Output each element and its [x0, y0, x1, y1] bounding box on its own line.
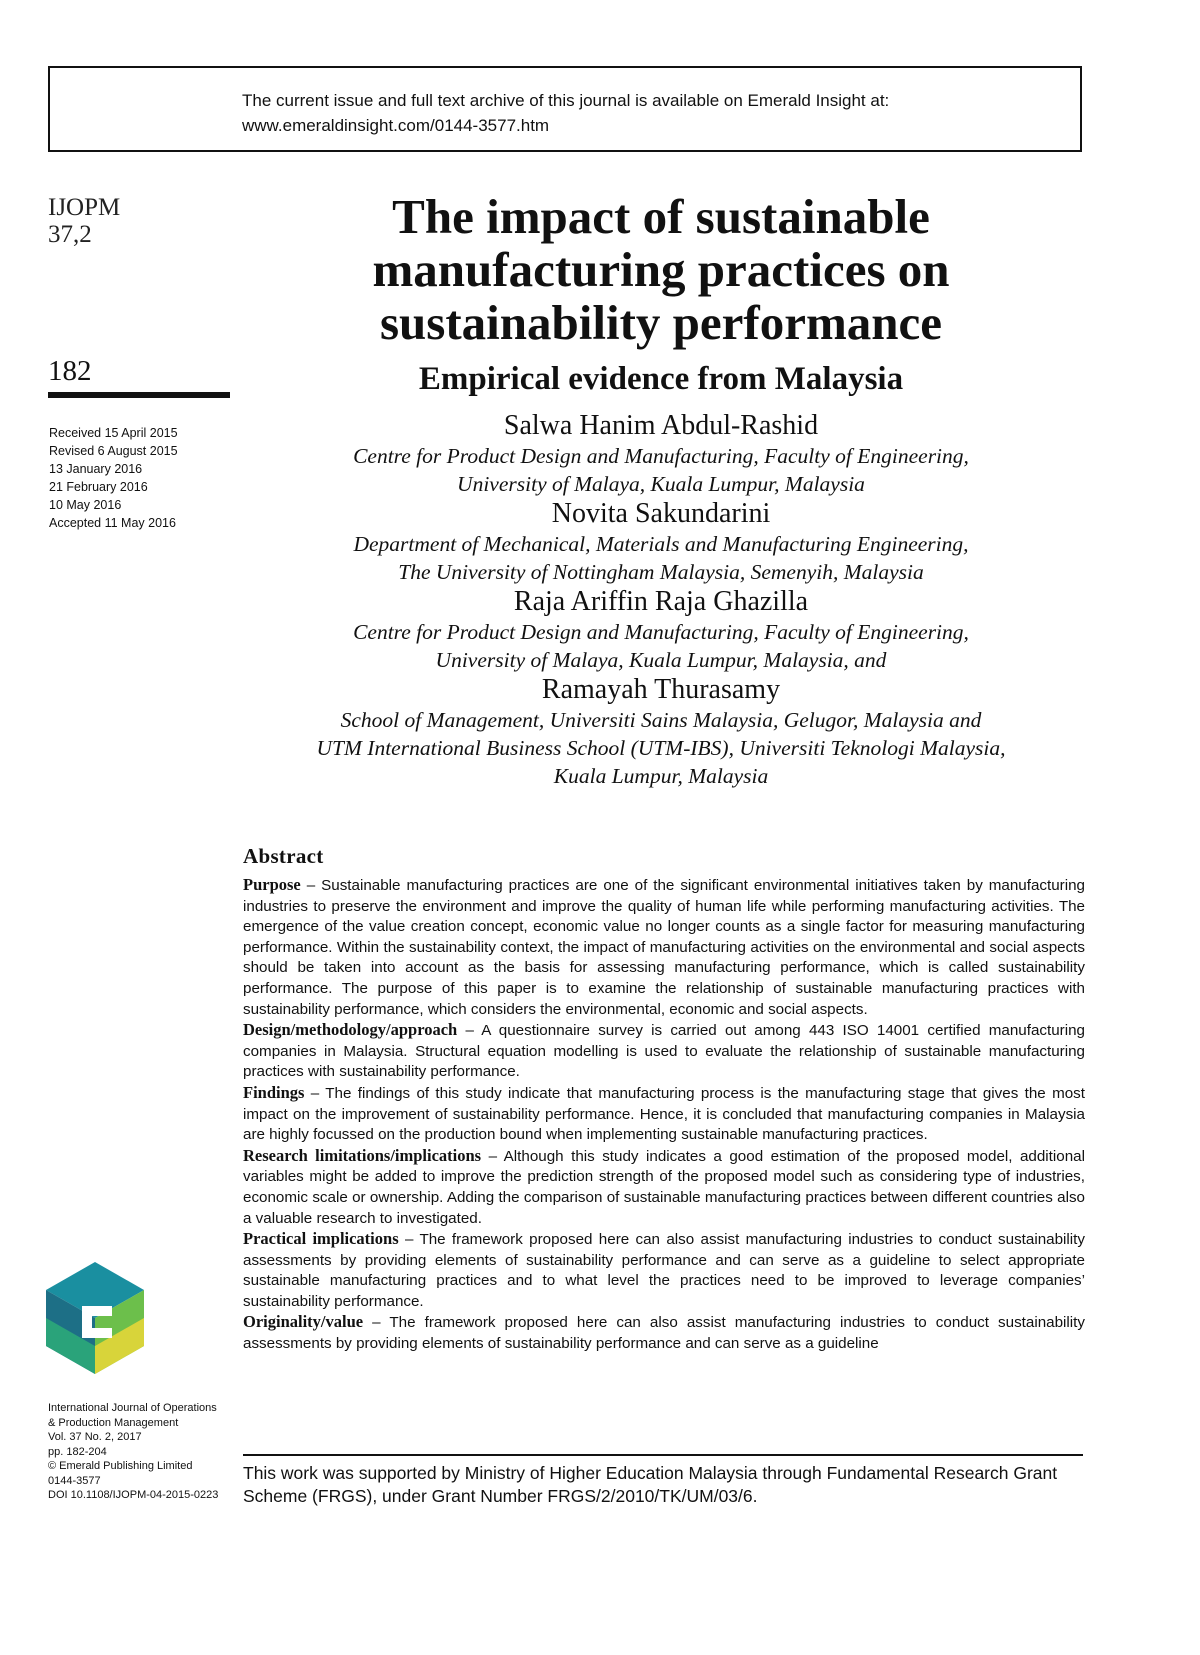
history-line: Received 15 April 2015 [49, 426, 178, 440]
author-entry [240, 674, 1082, 790]
history-line: 21 February 2016 [49, 480, 148, 494]
abstract-section-purpose [243, 875, 1085, 1020]
abstract-text: – Although this study indicates a good estimation of the proposed model, additional variables might be added to improve the prediction strength of the proposed model such as considering type of industries, economic scale or ownership. Adding the comparison of sustainable manufacturing practices between different countries also a valuable research to investigated. [243, 1147, 1085, 1227]
affiliation-line: The University of Nottingham Malaysia, Semenyih, Malaysia [398, 560, 924, 584]
history-line: Accepted 11 May 2016 [49, 516, 176, 530]
abstract-section-practical [243, 1229, 1085, 1312]
pubinfo-line: Vol. 37 No. 2, 2017 [48, 1431, 142, 1443]
affiliation-line: University of Malaya, Kuala Lumpur, Malaysia, and [435, 648, 887, 672]
footnote-rule [243, 1454, 1083, 1456]
abstract-label: Practical implications [243, 1229, 399, 1249]
title-line: manufacturing practices on [372, 242, 950, 297]
funding-footnote: This work was supported by Ministry of Higher Education Malaysia through Fundamental Research Grant Scheme (FRGS), under Grant Number FRGS/2/2010/TK/UM/03/6. [243, 1463, 1058, 1506]
title-block [240, 190, 1082, 399]
abstract-section-originality [243, 1312, 1085, 1354]
abstract-text: – The framework proposed here can also assist manufacturing industries to conduct sustainability assessments by providing elements of sustainability performance and can serve as a guideline [243, 1314, 1085, 1353]
doi-link[interactable]: DOI 10.1108/IJOPM-04-2015-0223 [48, 1489, 219, 1501]
abstract-section-design [243, 1020, 1085, 1083]
author-name: Raja Ariffin Raja Ghazilla [513, 586, 809, 617]
affiliation-line: University of Malaya, Kuala Lumpur, Malaysia [457, 472, 865, 496]
title-line: The impact of sustainable [392, 189, 930, 244]
abstract [243, 844, 1085, 1355]
journal-code [48, 194, 120, 248]
pubinfo-line: & Production Management [48, 1416, 179, 1429]
abstract-label: Research limitations/implications [243, 1145, 482, 1165]
title-line: sustainability performance [379, 295, 943, 350]
author-entry [240, 410, 1082, 498]
banner-text [242, 88, 889, 138]
history-line: Revised 6 August 2015 [49, 444, 178, 458]
affiliation-line: Centre for Product Design and Manufacturing, Faculty of Engineering, [353, 444, 969, 468]
abstract-label: Findings [243, 1082, 305, 1102]
author-entry [240, 498, 1082, 586]
author-affiliation [240, 706, 1082, 790]
affiliation-line: Centre for Product Design and Manufacturing, Faculty of Engineering, [353, 620, 969, 644]
banner-url-link[interactable]: www.emeraldinsight.com/0144-3577.htm [242, 116, 550, 135]
author-affiliation [240, 618, 1082, 674]
abstract-section-limitations [243, 1146, 1085, 1229]
pubinfo-line: pp. 182-204 [48, 1445, 107, 1458]
affiliation-line: School of Management, Universiti Sains Malaysia, Gelugor, Malaysia and [340, 708, 982, 732]
author-name: Ramayah Thurasamy [541, 674, 781, 705]
author-name: Novita Sakundarini [551, 498, 771, 529]
emerald-logo-icon [46, 1262, 144, 1374]
abstract-label: Originality/value [243, 1312, 364, 1332]
abstract-text: – The findings of this study indicate that manufacturing process is the manufacturing stage that gives the most impact on the improvement of sustainability performance. Hence, it is concluded that manufacturing companies in Malaysia are highly focussed on the production bound when implementing sustainable manufacturing practices. [243, 1084, 1085, 1144]
abstract-text: – Sustainable manufacturing practices are one of the significant environmental initiatives taken by manufacturing industries to preserve the environment and improve the quality of human life while performing manufacturing activities. The emergence of the value creation concept, economic value no longer counts as a single factor for measuring manufacturing performance. Within the sustainability context, the impact of manufacturing activities on the environmental and social aspects should be taken into account as the basis for assessing manufacturing performance, which is called sustainability performance. The purpose of this paper is to examine the relationship of sustainable manufacturing practices with sustainability performance, which considers the environmental, economic and social aspects. [243, 877, 1085, 1018]
author-affiliation [240, 442, 1082, 498]
abstract-section-findings [243, 1083, 1085, 1146]
article-subtitle: Empirical evidence from Malaysia [418, 361, 904, 397]
history-line: 13 January 2016 [49, 462, 143, 476]
history-line: 10 May 2016 [49, 498, 122, 512]
author-entry [240, 586, 1082, 674]
pubinfo-line: International Journal of Operations [48, 1402, 217, 1414]
page-number: 182 [48, 355, 92, 387]
pubinfo-line: 0144-3577 [48, 1474, 101, 1487]
affiliation-line: Department of Mechanical, Materials and Manufacturing Engineering, [353, 532, 969, 556]
author-list [240, 410, 1082, 790]
banner-line-1: The current issue and full text archive of this journal is available on Emerald Insight at: [242, 91, 890, 110]
affiliation-line: UTM International Business School (UTM-IBS), Universiti Teknologi Malaysia, [316, 736, 1006, 760]
affiliation-line: Kuala Lumpur, Malaysia [553, 764, 769, 788]
abstract-text: – The framework proposed here can also assist manufacturing industries to conduct sustainability assessments by providing elements of sustainability performance and can serve as a guideline to select appropriate sustainable manufacturing practices and to what level the practices need to be improved to leverage companies’ sustainability performance. [243, 1231, 1085, 1310]
publication-info [48, 1401, 218, 1503]
abstract-text: – A questionnaire survey is carried out among 443 ISO 14001 certified manufacturing companies in Malaysia. Structural equation modelling is used to evaluate the relationship of sustainable manufacturing practices with sustainability performance. [243, 1022, 1085, 1081]
volume-issue: 37,2 [48, 221, 92, 248]
author-affiliation [240, 530, 1082, 586]
journal-abbrev: IJOPM [48, 194, 121, 221]
page-number-rule [48, 392, 230, 398]
author-name: Salwa Hanim Abdul-Rashid [503, 410, 819, 441]
abstract-heading: Abstract [243, 844, 324, 868]
submission-history [49, 424, 178, 532]
pubinfo-line: © Emerald Publishing Limited [48, 1460, 193, 1472]
abstract-label: Design/methodology/approach [243, 1020, 458, 1040]
availability-banner [48, 66, 1082, 152]
article-title [240, 190, 1082, 349]
abstract-label: Purpose [243, 875, 301, 894]
